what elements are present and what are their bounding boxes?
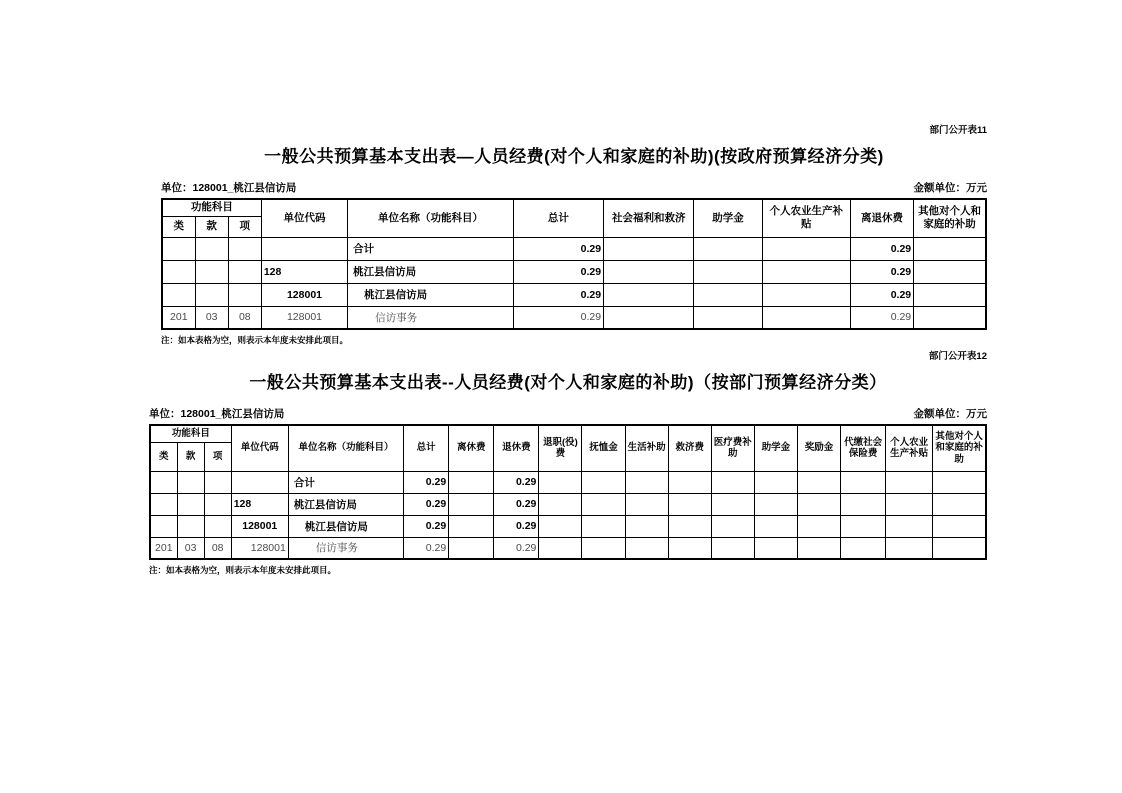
cell-func: [228, 260, 261, 283]
cell-name: 桃江县信访局: [288, 515, 403, 537]
cell-num: [886, 471, 933, 493]
cell-func: [150, 493, 177, 515]
col-header-unit-name: 单位名称（功能科目）: [348, 199, 514, 237]
cell-num: [694, 260, 762, 283]
cell-name: 桃江县信访局: [348, 260, 514, 283]
table-row: [150, 493, 986, 515]
cell-num: [762, 283, 850, 306]
meta-row: [161, 181, 987, 195]
amount-unit-label: 金额单位：万元: [913, 408, 987, 420]
cell-num: [797, 537, 840, 559]
cell-code: 128001: [231, 515, 288, 537]
cell-num: [694, 237, 762, 260]
cell-num: [841, 515, 886, 537]
col-header-retirement-fee: 离退休费: [850, 199, 913, 237]
cell-num: 0.29: [513, 283, 603, 306]
cell-num: [582, 537, 625, 559]
cell-num: [914, 260, 986, 283]
cell-func: 201: [162, 306, 195, 329]
col-header-agri-subsidy: 个人农业生产补贴: [886, 425, 933, 471]
table-note: 注：如本表格为空，则表示本年度未安排此项目。: [161, 335, 349, 345]
cell-num: [933, 537, 986, 559]
cell-num: [625, 471, 668, 493]
cell-func: [204, 471, 231, 493]
col-header-unit-name: 单位名称（功能科目）: [288, 425, 403, 471]
cell-code: [231, 471, 288, 493]
cell-name: 合计: [348, 237, 514, 260]
cell-num: 0.29: [850, 283, 913, 306]
cell-code: 128001: [261, 283, 347, 306]
table-row: [150, 471, 986, 493]
cell-num: 0.29: [850, 306, 913, 329]
cell-num: [886, 493, 933, 515]
meta-row: [149, 407, 987, 421]
cell-func: 03: [177, 537, 204, 559]
cell-num: 0.29: [494, 537, 539, 559]
cell-func: [177, 515, 204, 537]
cell-num: 0.29: [850, 237, 913, 260]
cell-num: 0.29: [404, 493, 449, 515]
table-row: [150, 537, 986, 559]
cell-num: [625, 515, 668, 537]
table-section-dept-classification: [149, 350, 987, 576]
cell-num: [933, 493, 986, 515]
col-header-total: 总计: [513, 199, 603, 237]
cell-code: 128: [231, 493, 288, 515]
cell-num: [762, 306, 850, 329]
cell-num: [449, 493, 494, 515]
cell-num: [711, 515, 754, 537]
table-row: [150, 515, 986, 537]
col-header-xiang: 项: [228, 216, 261, 237]
cell-num: [582, 493, 625, 515]
unit-label: 单位：128001_桃江县信访局: [149, 408, 285, 420]
cell-num: 0.29: [513, 306, 603, 329]
cell-num: [604, 283, 694, 306]
table-body: [150, 471, 986, 559]
cell-name: 合计: [288, 471, 403, 493]
col-header-kuan: 款: [177, 442, 204, 471]
cell-num: [754, 471, 797, 493]
cell-num: [625, 537, 668, 559]
cell-num: [668, 471, 711, 493]
cell-func: [228, 283, 261, 306]
col-header-total: 总计: [404, 425, 449, 471]
table-header: [162, 199, 986, 237]
cell-name: 信访事务: [288, 537, 403, 559]
cell-num: [668, 493, 711, 515]
table-title: 一般公共预算基本支出表--人员经费(对个人和家庭的补助)（按部门预算经济分类）: [249, 373, 887, 392]
cell-func: [195, 283, 228, 306]
cell-name: 桃江县信访局: [348, 283, 514, 306]
cell-code: 128001: [231, 537, 288, 559]
unit-label: 单位：128001_桃江县信访局: [161, 182, 297, 194]
col-header-consolation-money: 抚恤金: [582, 425, 625, 471]
cell-num: [625, 493, 668, 515]
cell-num: 0.29: [850, 260, 913, 283]
cell-num: [694, 283, 762, 306]
cell-num: [668, 537, 711, 559]
cell-name: 桃江县信访局: [288, 493, 403, 515]
cell-func: [162, 260, 195, 283]
cell-func: [150, 515, 177, 537]
sheet-label: 部门公开表11: [929, 125, 987, 136]
cell-num: [797, 471, 840, 493]
cell-num: [797, 515, 840, 537]
cell-func: [177, 471, 204, 493]
col-header-lei: 类: [150, 442, 177, 471]
cell-num: [841, 537, 886, 559]
cell-num: [582, 471, 625, 493]
cell-num: [914, 237, 986, 260]
col-header-func-group: 功能科目: [150, 425, 231, 442]
cell-func: [195, 237, 228, 260]
cell-func: 08: [204, 537, 231, 559]
col-header-living-allowance: 生活补助: [625, 425, 668, 471]
cell-num: 0.29: [513, 237, 603, 260]
table-note: 注：如本表格为空，则表示本年度未安排此项目。: [149, 565, 337, 575]
cell-num: 0.29: [404, 537, 449, 559]
col-header-unit-code: 单位代码: [231, 425, 288, 471]
col-header-lei: 类: [162, 216, 195, 237]
cell-num: 0.29: [513, 260, 603, 283]
cell-num: [841, 493, 886, 515]
cell-num: [841, 471, 886, 493]
cell-num: [539, 471, 582, 493]
cell-num: [711, 471, 754, 493]
cell-num: [449, 515, 494, 537]
col-header-severance-fee: 退职(役)费: [539, 425, 582, 471]
table-row: [162, 260, 986, 283]
col-header-medical-subsidy: 医疗费补助: [711, 425, 754, 471]
cell-num: [604, 306, 694, 329]
cell-num: 0.29: [494, 471, 539, 493]
table-section-gov-classification: [161, 124, 987, 346]
table-title: 一般公共预算基本支出表—人员经费(对个人和家庭的补助)(按政府预算经济分类): [264, 147, 884, 166]
cell-name: 信访事务: [348, 306, 514, 329]
col-header-unit-code: 单位代码: [261, 199, 347, 237]
col-header-other-family-subsidy: 其他对个人和家庭的补助: [914, 199, 986, 237]
budget-table-dept-classification: [149, 424, 987, 560]
cell-func: 201: [150, 537, 177, 559]
cell-num: [694, 306, 762, 329]
cell-num: [449, 471, 494, 493]
table-header: [150, 425, 986, 471]
cell-num: [914, 306, 986, 329]
cell-num: [914, 283, 986, 306]
col-header-kuan: 款: [195, 216, 228, 237]
col-header-relief-fee: 救济费: [668, 425, 711, 471]
cell-func: [204, 493, 231, 515]
cell-num: [711, 537, 754, 559]
col-header-scholarship: 助学金: [754, 425, 797, 471]
table-row: [162, 237, 986, 260]
cell-code: [261, 237, 347, 260]
cell-num: [754, 537, 797, 559]
cell-num: [933, 471, 986, 493]
cell-num: [711, 493, 754, 515]
col-header-func-group: 功能科目: [162, 199, 261, 216]
col-header-social-insurance: 代缴社会保险费: [841, 425, 886, 471]
cell-num: [449, 537, 494, 559]
cell-num: [886, 515, 933, 537]
cell-num: [604, 237, 694, 260]
cell-num: [604, 260, 694, 283]
cell-num: [582, 515, 625, 537]
cell-num: [797, 493, 840, 515]
cell-func: [162, 283, 195, 306]
cell-func: [150, 471, 177, 493]
sheet-label: 部门公开表12: [928, 351, 987, 362]
cell-num: [886, 537, 933, 559]
col-header-agri-subsidy: 个人农业生产补贴: [762, 199, 850, 237]
cell-num: 0.29: [494, 515, 539, 537]
cell-num: [762, 260, 850, 283]
cell-func: 08: [228, 306, 261, 329]
col-header-scholarship: 助学金: [694, 199, 762, 237]
cell-num: [539, 515, 582, 537]
col-header-reward-money: 奖励金: [797, 425, 840, 471]
cell-num: [539, 493, 582, 515]
table-row: [162, 283, 986, 306]
cell-num: 0.29: [494, 493, 539, 515]
cell-num: 0.29: [404, 515, 449, 537]
cell-code: 128: [261, 260, 347, 283]
cell-num: [668, 515, 711, 537]
cell-func: [228, 237, 261, 260]
table-row: [162, 306, 986, 329]
cell-func: [177, 493, 204, 515]
cell-num: [754, 493, 797, 515]
col-header-retired-cadre-fee: 离休费: [449, 425, 494, 471]
cell-func: [204, 515, 231, 537]
col-header-other-family-subsidy: 其他对个人和家庭的补助: [933, 425, 986, 471]
col-header-pension-fee: 退休费: [494, 425, 539, 471]
cell-func: [162, 237, 195, 260]
cell-code: 128001: [261, 306, 347, 329]
col-header-social-welfare: 社会福利和救济: [604, 199, 694, 237]
cell-num: [933, 515, 986, 537]
cell-num: 0.29: [404, 471, 449, 493]
cell-func: 03: [195, 306, 228, 329]
budget-table-gov-classification: [161, 198, 987, 330]
table-body: [162, 237, 986, 329]
amount-unit-label: 金额单位：万元: [913, 182, 987, 194]
cell-num: [754, 515, 797, 537]
col-header-xiang: 项: [204, 442, 231, 471]
cell-num: [762, 237, 850, 260]
cell-num: [539, 537, 582, 559]
cell-func: [195, 260, 228, 283]
